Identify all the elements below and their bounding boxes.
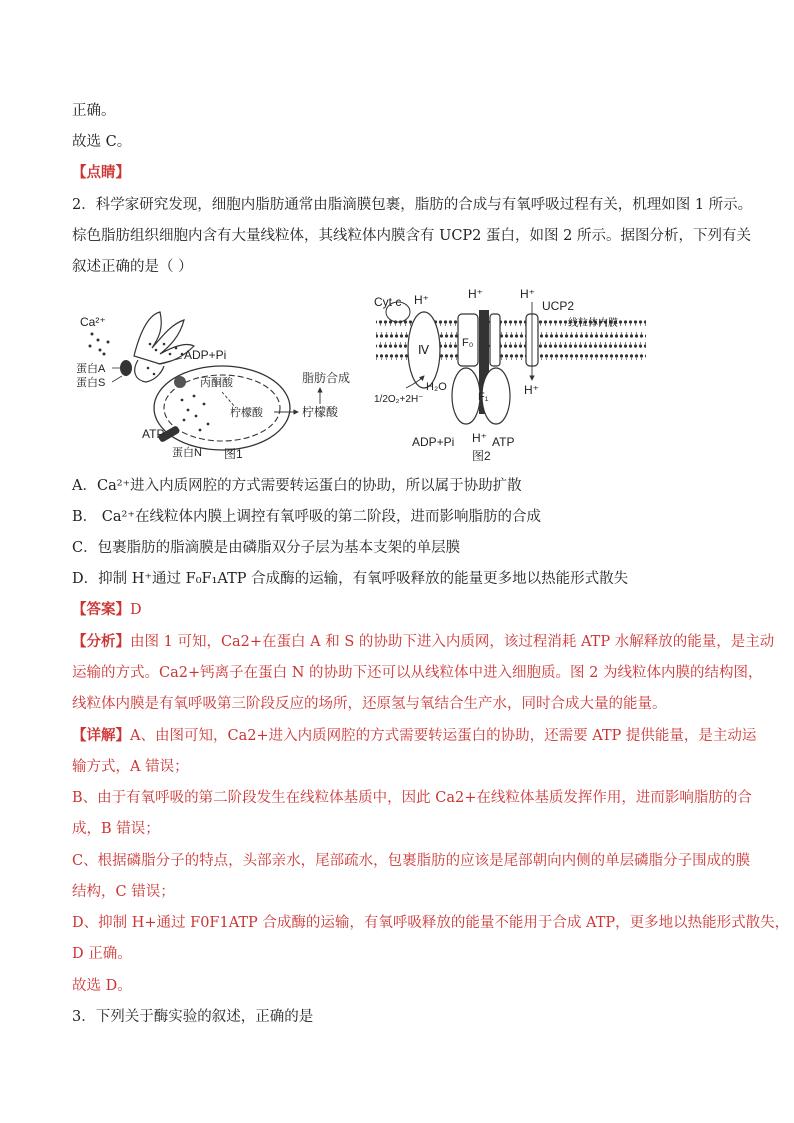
detail-line: 【详解】A、由图可知，Ca2+进入内质网腔的方式需要转运蛋白的协助，还需要 ATP 提供能量，是主动运 — [72, 727, 757, 744]
fig2-cytc-label: Cyt c — [374, 295, 402, 309]
fig2-caption: 图2 — [472, 449, 491, 463]
fig1-fat-synthesis-label: 脂肪合成 — [302, 371, 351, 385]
fig2-h1-label: H⁺ — [414, 293, 429, 307]
section-tag-dianjing: 【点睛】 — [72, 164, 130, 181]
fig2-atp-label: ATP — [492, 435, 515, 449]
fig2-complex-iv-label: Ⅳ — [418, 343, 430, 357]
fig2-ucp2-label: UCP2 — [542, 299, 575, 313]
fig1-citrate-out-label: 柠檬酸 — [302, 405, 339, 419]
analysis-tag: 【分析】 — [72, 633, 130, 650]
detail-tag: 【详解】 — [72, 727, 130, 744]
figure-1-diagram — [72, 284, 372, 464]
question-2-stem: 2．科学家研究发现，细胞内脂肪通常由脂滴膜包裹，脂肪的合成与有氧呼吸过程有关，机理如图 1 所示。 — [72, 197, 753, 213]
fig2-h4-label: H⁺ — [472, 431, 487, 445]
fig1-ca-label: Ca²⁺ — [80, 315, 106, 329]
detail-line: 故选 D。 — [72, 978, 132, 994]
option-a: A．Ca²⁺进入内质网腔的方式需要转运蛋白的协助，所以属于协助扩散 — [72, 478, 522, 494]
detail-line: 成，B 错误； — [72, 821, 160, 837]
question-2-stem: 棕色脂肪组织细胞内含有大量线粒体，其线粒体内膜含有 UCP2 蛋白，如图 2 所示。据图分析，下列有关 — [72, 228, 751, 244]
fig2-adp-pi-label: ADP+Pi — [412, 435, 455, 449]
fig1-adp-pi-label: ADP+Pi — [184, 348, 227, 362]
fig1-citrate-in-label: 柠檬酸 — [230, 407, 263, 419]
analysis-line: 运输的方式。Ca2+钙离子在蛋白 N 的协助下还可以从线粒体中进入细胞质。图 2 为线粒体内膜的结构图， — [72, 665, 763, 681]
fig2-h5-label: H⁺ — [524, 383, 539, 397]
fig1-pyruvate-label: 丙酮酸 — [200, 377, 233, 389]
answer-tag: 【答案】 — [72, 601, 130, 618]
fig1-caption: 图1 — [224, 447, 243, 461]
fig2-inner-membrane-label: 线粒体内膜 — [568, 318, 618, 329]
question-2-stem: 叙述正确的是（ ） — [72, 259, 193, 275]
answer-value: D — [130, 602, 142, 618]
detail-line: D 正确。 — [72, 946, 132, 962]
figure-area — [72, 284, 732, 464]
answer-line — [72, 600, 142, 620]
fig2-h2o-label: H₂O — [426, 381, 447, 393]
fig2-f1-label: F₁ — [478, 391, 489, 403]
analysis-line: 【分析】由图 1 可知，Ca2+在蛋白 A 和 S 的协助下进入内质网，该过程消耗 ATP 水解释放的能量，是主动 — [72, 633, 775, 650]
option-b: B． Ca²⁺在线粒体内膜上调控有氧呼吸的第二阶段，进而影响脂肪的合成 — [72, 509, 541, 525]
fig1-protein-n-label: 蛋白N — [172, 447, 202, 459]
detail-line: B、由于有氧呼吸的第二阶段发生在线粒体基质中，因此 Ca2+在线粒体基质发挥作用，进而影响脂肪的合 — [72, 790, 752, 806]
fig1-protein-a-label: 蛋白A — [76, 363, 106, 375]
fig2-f0-label: F₀ — [462, 337, 474, 349]
question-3-stem: 3．下列关于酶实验的叙述，正确的是 — [72, 1009, 314, 1025]
fig2-h3-label: H⁺ — [520, 287, 535, 301]
option-c: C．包裹脂肪的脂滴膜是由磷脂双分子层为基本支架的单层膜 — [72, 540, 461, 556]
fig2-o2-label: 1/2O₂+2H⁻ — [374, 394, 424, 405]
fig2-h2-label: H⁺ — [468, 287, 483, 301]
detail-line: 结构，C 错误； — [72, 884, 175, 900]
analysis-line: 线粒体内膜是有氧呼吸第三阶段反应的场所，还原氢与氧结合生产水，同时合成大量的能量。 — [72, 696, 667, 712]
option-d: D．抑制 H⁺通过 F₀F₁ATP 合成酶的运输，有氧呼吸释放的能量更多地以热能形式散失 — [72, 571, 629, 587]
detail-line: C、根据磷脂分子的特点，头部亲水，尾部疏水，包裹脂肪的应该是尾部朝向内侧的单层磷脂分子围成的膜 — [72, 853, 751, 869]
fig1-atp-label: ATP — [142, 427, 165, 441]
detail-line: 输方式，A 错误； — [72, 759, 189, 775]
fig1-protein-s-label: 蛋白S — [76, 377, 106, 389]
text-line: 正确。 — [72, 103, 116, 119]
figure-2-diagram — [358, 284, 658, 464]
text-line: 故选 C。 — [72, 134, 132, 150]
detail-line: D、抑制 H+通过 F0F1ATP 合成酶的运输，有氧呼吸释放的能量不能用于合成 ATP，更多地以热能形式散失， — [72, 915, 790, 931]
